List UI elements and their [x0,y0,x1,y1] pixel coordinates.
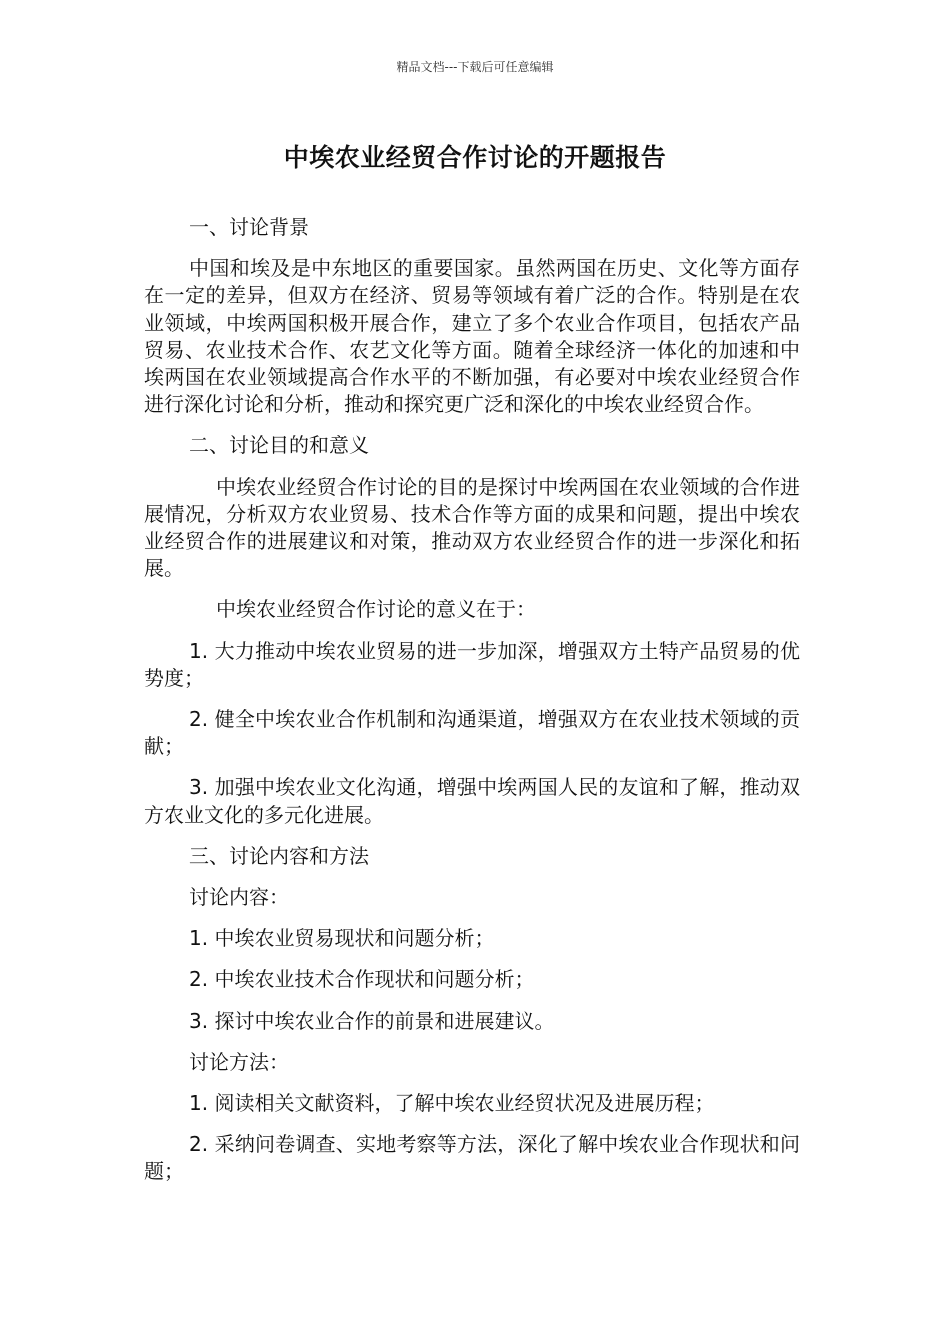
significance-intro: 中埃农业经贸合作讨论的意义在于： [216,597,536,622]
significance-item: 1. 大力推动中埃农业贸易的进一步加深，增强双方土特产品贸易的优势度； [144,638,800,690]
document-body [144,214,800,1200]
background-paragraph: 中国和埃及是中东地区的重要国家。虽然两国在历史、文化等方面存在一定的差异，但双方在经济、贸易等领域有着广泛的合作。特别是在农业领域，中埃两国积极开展合作，建立了多个农业合作项目，包括农产品贸易、农业技术合作、农艺文化等方面。随着全球经济一体化的加速和中埃两国在农业领域提高合作水平的不断加强，有必要对中埃农业经贸合作进行深化讨论和分析，推动和探究更广泛和深化的中埃农业经贸合作。 [144,256,800,417]
section-heading-background: 一、讨论背景 [189,215,309,239]
content-item: 2. 中埃农业技术合作现状和问题分析； [189,967,535,992]
section-heading-purpose: 二、讨论目的和意义 [189,433,369,458]
method-item: 2. 采纳问卷调查、实地考察等方法，深化了解中埃农业合作现状和问题； [144,1132,800,1184]
document-title: 中埃农业经贸合作讨论的开题报告 [283,143,667,172]
method-item: 1. 阅读相关文献资料，了解中埃农业经贸状况及进展历程； [189,1091,715,1116]
significance-item: 3. 加强中埃农业文化沟通，增强中埃两国人民的友谊和了解，推动双方农业文化的多元化进展。 [144,775,800,827]
section-heading-content-method: 三、讨论内容和方法 [189,843,369,868]
method-label: 讨论方法： [189,1049,289,1074]
content-item: 3. 探讨中埃农业合作的前景和进展建议。 [189,1008,555,1033]
content-label: 讨论内容： [189,885,289,910]
purpose-paragraph: 中埃农业经贸合作讨论的目的是探讨中埃两国在农业领域的合作进展情况，分析双方农业贸易、技术合作等方面的成果和问题，提出中埃农业经贸合作的进展建议和对策，推动双方农业经贸合作的进一步深化和拓展。 [144,474,800,581]
content-item: 1. 中埃农业贸易现状和问题分析； [189,926,495,951]
page-header: 精品文档---下载后可任意编辑 [396,60,554,74]
significance-item: 2. 健全中埃农业合作机制和沟通渠道，增强双方在农业技术领域的贡献； [144,707,800,759]
